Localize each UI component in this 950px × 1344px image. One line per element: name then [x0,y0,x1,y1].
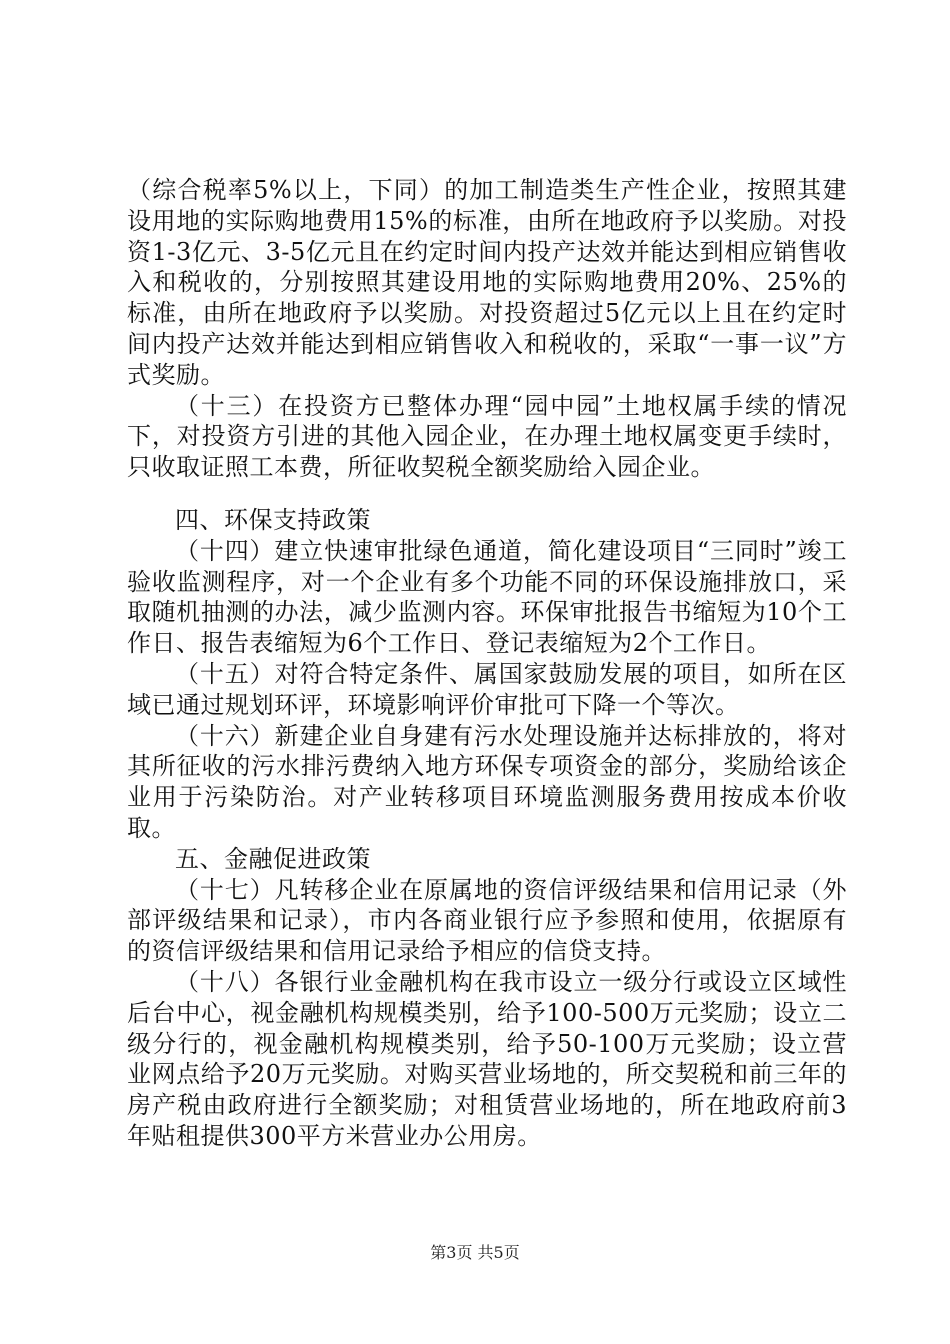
paragraph-item-18: （十八）各银行业金融机构在我市设立一级分行或设立区域性后台中心，视金融机构规模类别，给予100-500万元奖励；设立二级分行的，视金融机构规模类别，给予50-100万元奖励；设立营业网点给予20万元奖励。对购买营业场地的，所交契税和前三年的房产税由政府进行全额奖励；对租赁营业场地的，所在地政府前3年贴租提供300平方米营业办公用房。 [127,967,847,1150]
document-body [127,175,847,1152]
page-number-footer: 第3页 共5页 [430,1243,520,1262]
paragraph-continuation: （综合税率5%以上，下同）的加工制造类生产性企业，按照其建设用地的实际购地费用15%的标准，由所在地政府予以奖励。对投资1-3亿元、3-5亿元且在约定时间内投产达效并能达到相应销售收入和税收的，分别按照其建设用地的实际购地费用20%、25%的标准，由所在地政府予以奖励。对投资超过5亿元以上且在约定时间内投产达效并能达到相应销售收入和税收的，采取“一事一议”方式奖励。 [127,176,847,389]
paragraph-item-14: （十四）建立快速审批绿色通道，简化建设项目“三同时”竣工验收监测程序，对一个企业有多个功能不同的环保设施排放口，采取随机抽测的办法，减少监测内容。环保审批报告书缩短为10个工作日、报告表缩短为6个工作日、登记表缩短为2个工作日。 [127,536,847,658]
paragraph-item-16: （十六）新建企业自身建有污水处理设施并达标排放的，将对其所征收的污水排污费纳入地方环保专项资金的部分，奖励给该企业用于污染防治。对产业转移项目环境监测服务费用按成本价收取。 [127,721,847,842]
paragraph-item-15: （十五）对符合特定条件、属国家鼓励发展的项目，如所在区域已通过规划环评，环境影响评价审批可下降一个等次。 [127,659,847,719]
section-heading-finance: 五、金融促进政策 [175,844,371,873]
section-heading-environmental: 四、环保支持政策 [175,505,371,534]
paragraph-item-13: （十三）在投资方已整体办理“园中园”土地权属手续的情况下，对投资方引进的其他入园企业，在办理土地权属变更手续时，只收取证照工本费，所征收契税全额奖励给入园企业。 [127,391,847,482]
paragraph-item-17: （十七）凡转移企业在原属地的资信评级结果和信用记录（外部评级结果和记录），市内各商业银行应予参照和使用，依据原有的资信评级结果和信用记录给予相应的信贷支持。 [127,875,847,966]
